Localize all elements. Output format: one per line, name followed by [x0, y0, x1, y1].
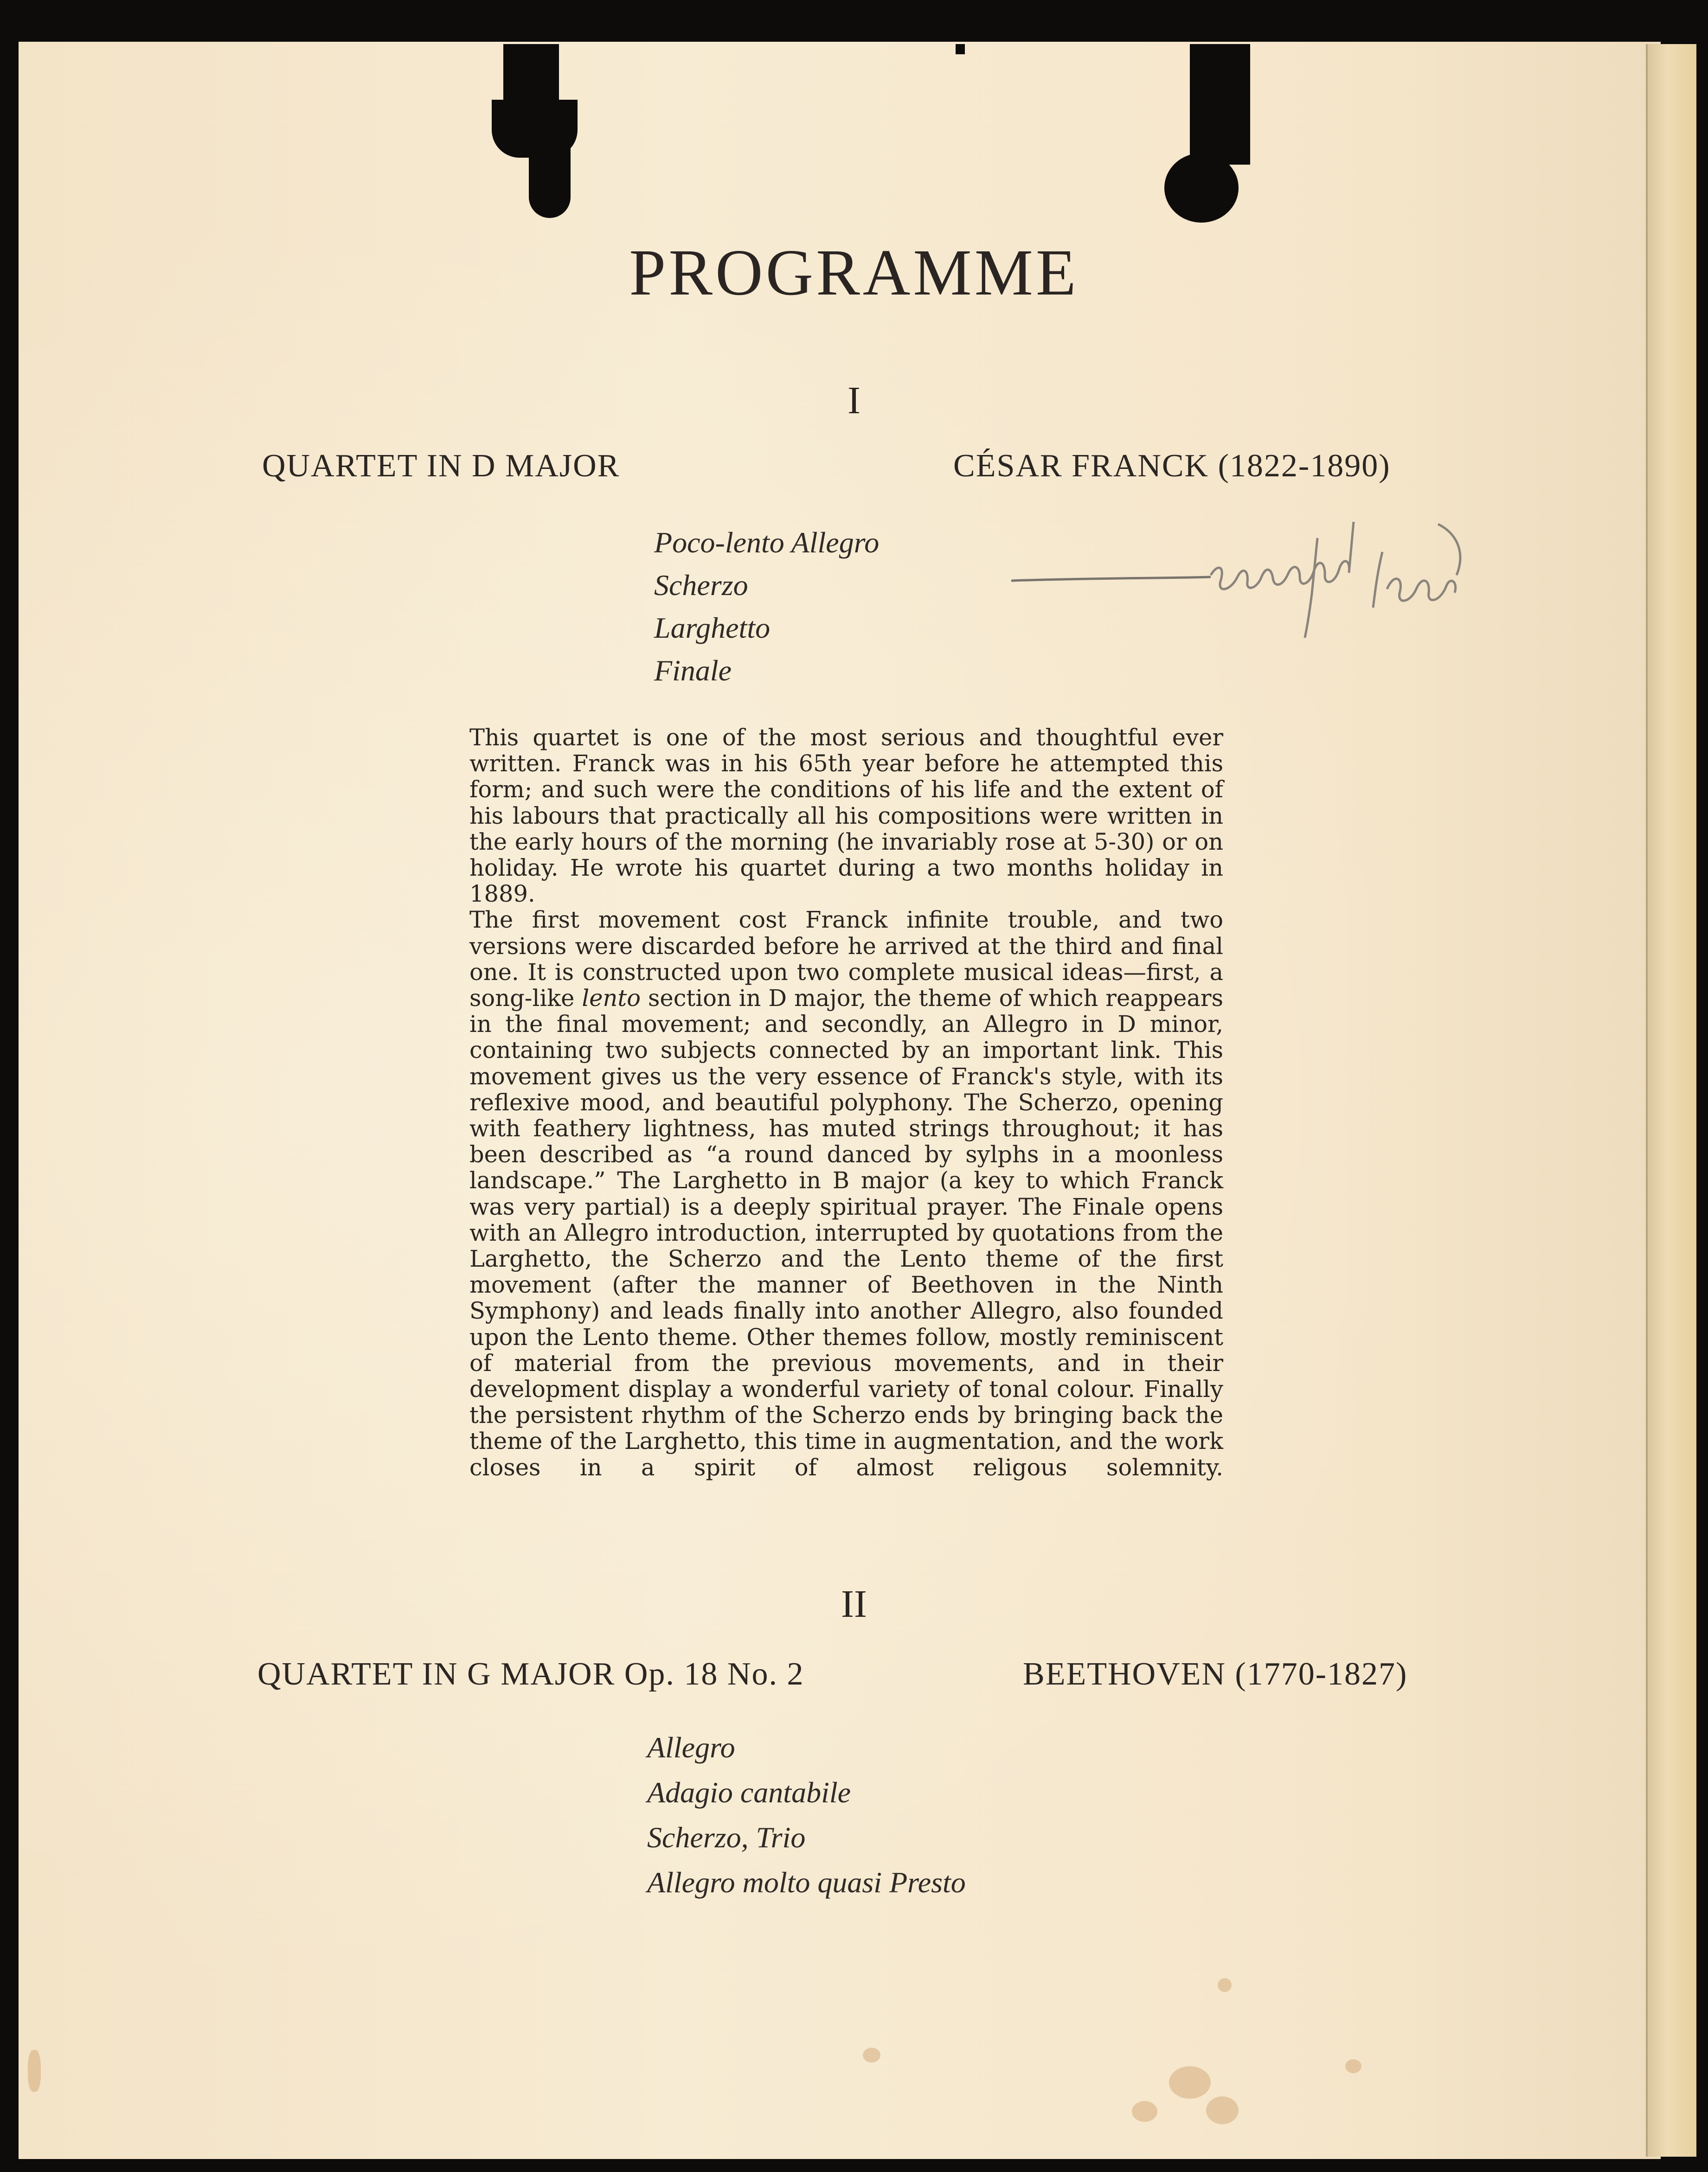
torn-notch: [956, 44, 965, 54]
stain: [1218, 1978, 1232, 1992]
description-text: The first movement cost Franck infinite trouble, and two versions were discarded before he arrived at the third and final one. It is constructed upon two complete musical ideas—first, a song-like: [469, 906, 1223, 1012]
movement-item: Poco-lento Allegro: [654, 526, 880, 559]
movement-item: Allegro molto quasi Presto: [647, 1866, 966, 1899]
page-edge: [1646, 44, 1696, 2157]
movement-item: Larghetto: [654, 611, 771, 644]
description-text: section in D major, the theme of which reappears in the final movement; and secondly, an Allegro in D minor, containing two subjects connected by an important link. This movement gives us the very essence of Franck's style, with its reflexive mood, and beautiful polyphony. The Scherzo, opening with feathery lightness, has muted strings throughout; it has been described as “a round danced by sylphs in a moonless landscape.” The Larghetto in B major (a key to which Franck was very partial) is a deeply spiritual prayer. The Finale opens with an Allegro introduction, interrupted by quotations from the Larghetto, the Scherzo and the Lento theme of the first movement (after the manner of Beethoven in the Ninth Symphony) and leads finally into another Allegro, also founded upon the Lento theme. Other themes follow, mostly reminiscent of material from the previous movements, and in their development display a wonderful variety of tonal colour. Finally the persistent rhythm of the Scherzo ends by bringing back the theme of the Larghetto, this time in augmentation, and the work closes in a spirit of almost religous solemnity.: [469, 985, 1223, 1481]
description-paragraph-2: [469, 907, 1223, 1480]
work-title-1: QUARTET IN D MAJOR: [262, 448, 620, 484]
composer-2: BEETHOVEN (1770-1827): [1023, 1656, 1408, 1692]
torn-hole-right: [1190, 44, 1250, 165]
stain: [1206, 2096, 1239, 2124]
movement-list-1: [654, 521, 879, 692]
section-numeral-2: II: [841, 1583, 867, 1626]
franck-description: [469, 724, 1223, 1480]
composer-1: CÉSAR FRANCK (1822-1890): [953, 448, 1391, 484]
stain: [1345, 2059, 1361, 2073]
movement-item: Adagio cantabile: [647, 1776, 851, 1809]
description-emphasis: lento: [582, 985, 641, 1012]
movement-list-2: [647, 1725, 966, 1905]
page-title: PROGRAMME: [629, 236, 1079, 309]
stain: [863, 2048, 880, 2063]
movement-item: Finale: [654, 654, 732, 687]
stain: [1132, 2101, 1157, 2122]
torn-hole-left-tip: [529, 148, 571, 218]
work-title-2: QUARTET IN G MAJOR Op. 18 No. 2: [257, 1656, 804, 1692]
movement-item: Scherzo, Trio: [647, 1821, 806, 1854]
torn-hole-right-bottom: [1164, 153, 1239, 223]
movement-item: Allegro: [647, 1731, 735, 1764]
description-paragraph-1: This quartet is one of the most serious and thoughtful ever written. Franck was in his 65th year before he attempted this form; and such were the conditions of his life and the extent of his labours that practically all his compositions were written in the early hours of the morning (he invariably rose at 5-30) or on holiday. He wrote his quartet during a two months holiday in 1889.: [469, 724, 1223, 908]
stain: [28, 2050, 41, 2092]
handwritten-annotation: [1011, 510, 1466, 645]
section-numeral-1: I: [848, 379, 860, 422]
movement-item: Scherzo: [654, 569, 748, 602]
stain: [1169, 2066, 1211, 2099]
